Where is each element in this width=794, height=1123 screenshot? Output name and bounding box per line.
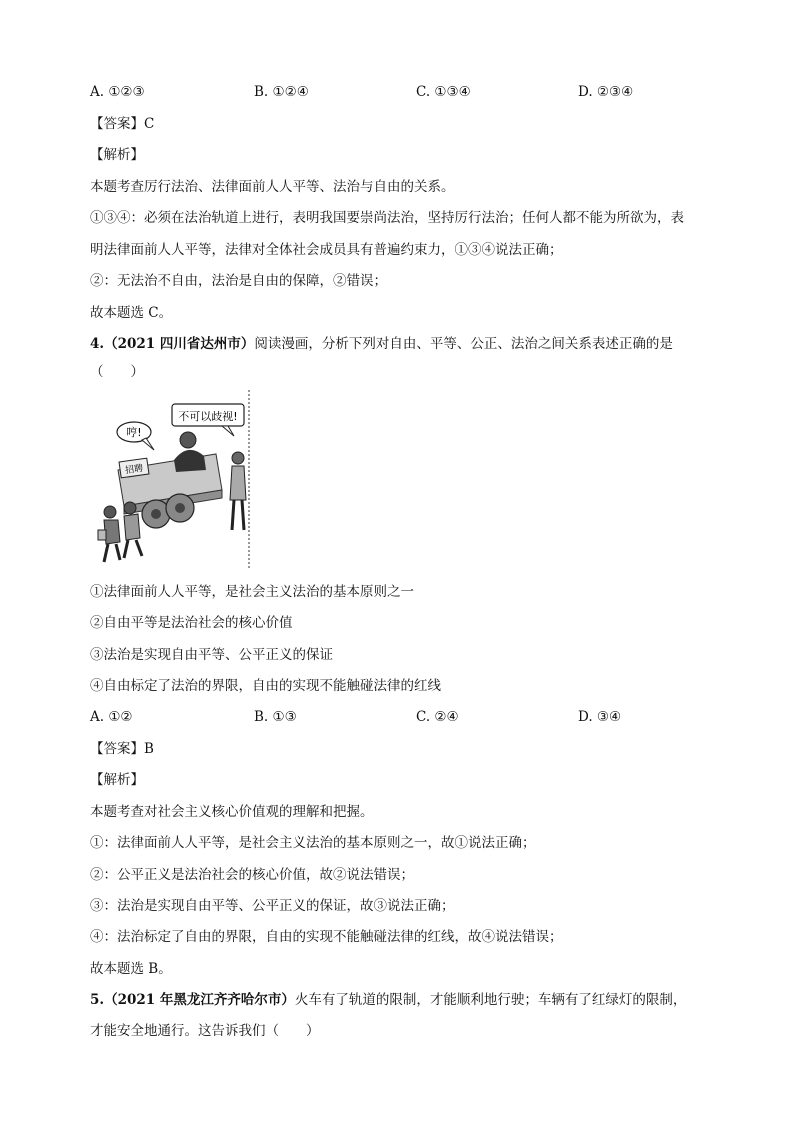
q3-answer: 【答案】C	[90, 116, 155, 132]
q4-stem	[90, 334, 673, 354]
q4-option-c: C. ②④	[416, 709, 459, 725]
q3-analysis-line: ②：无法治不自由，法治是自由的保障，②错误；	[90, 273, 387, 289]
q5-source: （2021 年黑龙江齐齐哈尔市）	[104, 992, 295, 1008]
q4-statement: ④自由标定了法治的界限，自由的实现不能触碰法律的红线	[90, 678, 441, 694]
q3-analysis-line: 故本题选 C。	[90, 305, 173, 321]
q4-stem-text: 阅读漫画，分析下列对自由、平等、公正、法治之间关系表述正确的是	[254, 336, 673, 352]
q3-analysis-line: ①③④：必须在法治轨道上进行，表明我国要崇尚法治，坚持厉行法治；任何人都不能为所欲为，表	[90, 210, 684, 226]
q4-option-d: D. ③④	[578, 709, 622, 725]
q4-option-a: A. ①②	[90, 709, 133, 725]
q3-option-a: A. ①②③	[90, 84, 145, 100]
q4-analysis-line: ③：法治是实现自由平等、公平正义的保证，故③说法正确；	[90, 898, 455, 914]
q4-analysis-title: 【解析】	[90, 772, 144, 788]
q3-analysis-title: 【解析】	[90, 147, 144, 163]
cartoon-illustration	[96, 390, 256, 568]
sign-text: 招聘	[124, 463, 144, 477]
q4-analysis-line: 本题考查对社会主义核心价值观的理解和把握。	[90, 804, 374, 820]
q4-analysis-line: ②：公平正义是法治社会的核心价值，故②说法错误；	[90, 867, 414, 883]
q3-option-d: D. ②③④	[578, 84, 634, 100]
q4-answer: 【答案】B	[90, 741, 154, 757]
q4-number: 4.	[90, 336, 105, 352]
q3-analysis-line: 明法律面前人人平等，法律对全体社会成员具有普遍约束力，①③④说法正确；	[90, 242, 563, 258]
q5-stem-line2: 才能安全地通行。这告诉我们（ ）	[90, 1023, 320, 1039]
q4-analysis-line: 故本题选 B。	[90, 961, 172, 977]
q4-analysis-line: ④：法治标定了自由的界限，自由的实现不能触碰法律的红线，故④说法错误；	[90, 929, 563, 945]
q5-stem	[90, 990, 686, 1010]
q4-cartoon-image	[96, 390, 256, 568]
q3-option-b: B. ①②④	[254, 84, 309, 100]
q5-number: 5.	[90, 992, 105, 1008]
q3-option-c: C. ①③④	[416, 84, 471, 100]
q4-statement: ②自由平等是法治社会的核心价值	[90, 615, 293, 631]
q4-statement: ③法治是实现自由平等、公平正义的保证	[90, 647, 333, 663]
bubble-left-text: 哼!	[126, 426, 142, 439]
q4-source: （2021 四川省达州市）	[104, 336, 255, 352]
q4-option-b: B. ①③	[254, 709, 297, 725]
q4-analysis-line: ①：法律面前人人平等，是社会主义法治的基本原则之一，故①说法正确；	[90, 835, 536, 851]
q3-analysis-line: 本题考查厉行法治、法律面前人人平等、法治与自由的关系。	[90, 179, 455, 195]
q4-blank: （ ）	[90, 364, 144, 380]
bubble-right-text: 不可以歧视!	[178, 410, 238, 423]
q5-stem-text: 火车有了轨道的限制，才能顺利地行驶；车辆有了红绿灯的限制，	[294, 992, 687, 1008]
q4-statement: ①法律面前人人平等，是社会主义法治的基本原则之一	[90, 584, 414, 600]
